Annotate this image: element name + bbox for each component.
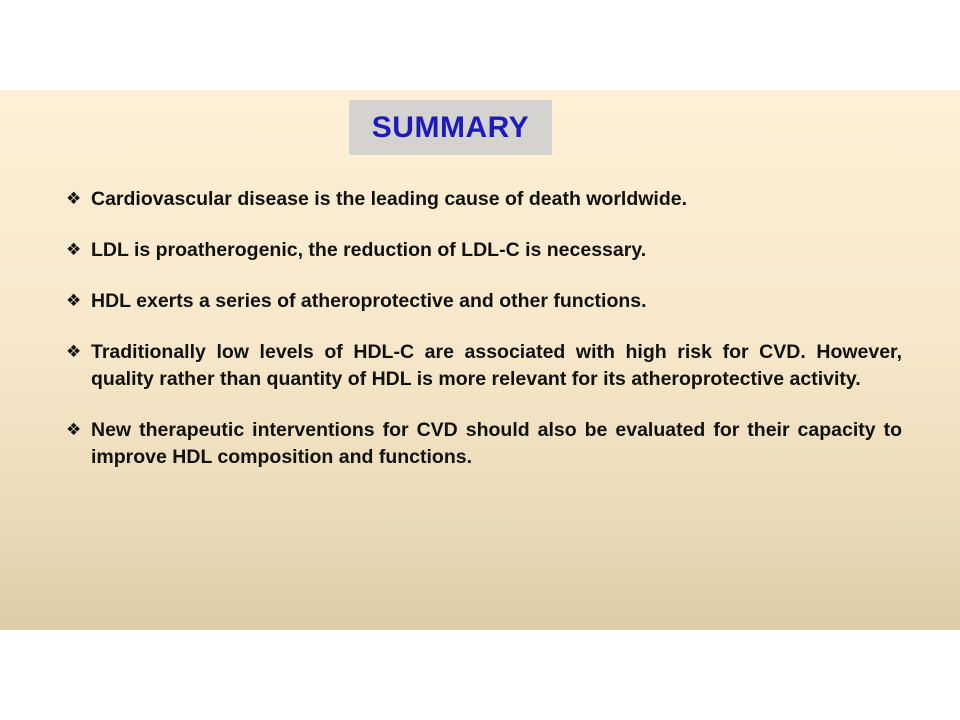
- bullet-text: LDL is proatherogenic, the reduction of LDL-C is necessary.: [91, 239, 647, 261]
- bullet-text: New therapeutic interventions for CVD should also be evaluated for their capacity to improve HDL composition and functions.: [91, 419, 902, 468]
- bullet-text: Cardiovascular disease is the leading cause of death worldwide.: [91, 188, 688, 210]
- diamond-bullet-icon: ❖: [66, 420, 82, 440]
- bullet-item: [66, 288, 902, 315]
- diamond-bullet-icon: ❖: [66, 240, 82, 260]
- bullet-text: HDL exerts a series of atheroprotective and other functions.: [91, 290, 647, 312]
- title-box: [349, 100, 552, 155]
- bullet-item: [66, 339, 902, 393]
- diamond-bullet-icon: ❖: [66, 342, 82, 362]
- bullet-list: [66, 186, 902, 471]
- slide-title: SUMMARY: [371, 110, 530, 144]
- bullet-item: [66, 237, 902, 264]
- bullet-item: [66, 417, 902, 471]
- bullet-text: Traditionally low levels of HDL-C are associated with high risk for CVD. However, quality rather than quantity of HDL is more relevant for its atheroprotective activity.: [91, 341, 902, 390]
- bullet-item: [66, 186, 902, 213]
- diamond-bullet-icon: ❖: [66, 189, 82, 209]
- diamond-bullet-icon: ❖: [66, 291, 82, 311]
